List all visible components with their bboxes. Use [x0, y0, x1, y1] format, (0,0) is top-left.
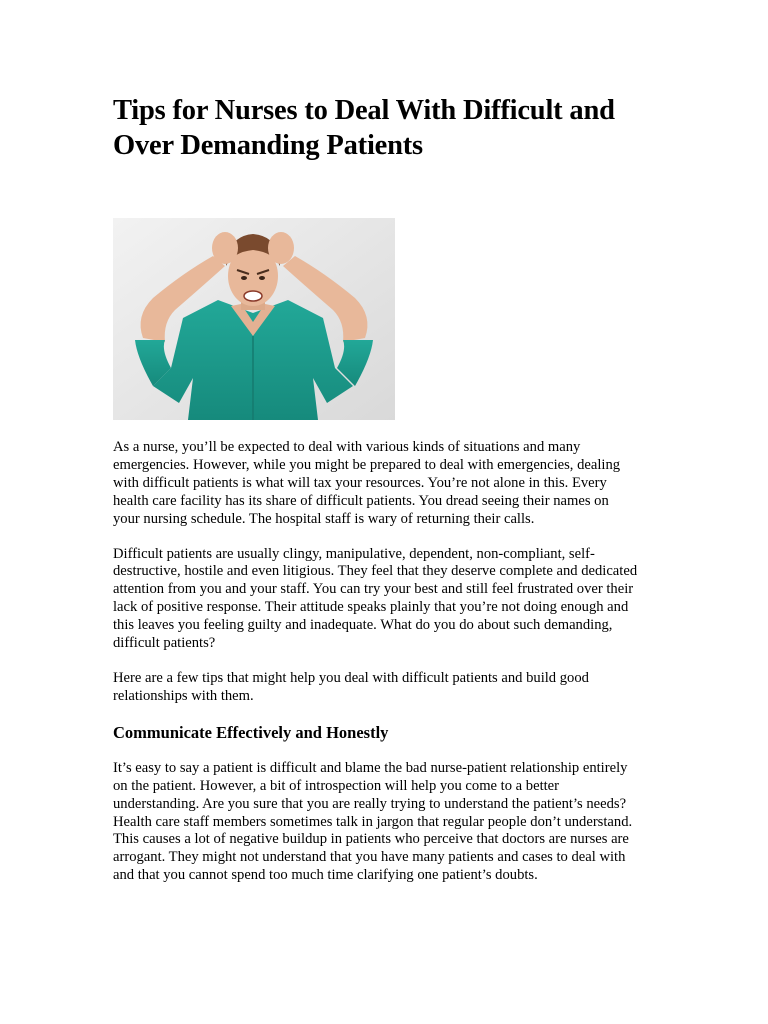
stressed-nurse-photo: [113, 218, 395, 420]
section-heading: Communicate Effectively and Honestly: [113, 722, 389, 742]
text-line: destructive, hostile and even litigious. They feel that they deserve complete and dedicated: [113, 563, 638, 580]
text-line: lack of positive response. Their attitude speaks plainly that you’re not doing enough and: [113, 599, 629, 616]
text-line: your nursing schedule. The hospital staff is wary of returning their calls.: [113, 510, 535, 527]
text-line: Here are a few tips that might help you deal with difficult patients and build good: [113, 669, 589, 686]
text-line: arrogant. They might not understand that you have many patients and cases to deal with: [113, 849, 626, 866]
text-line: on the patient. However, a bit of introspection will help you come to a better: [113, 777, 560, 794]
text-line: relationships with them.: [113, 687, 254, 704]
text-line: Health care staff members sometimes talk in jargon that regular people don’t understand.: [113, 813, 633, 830]
text-line: As a nurse, you’ll be expected to deal with various kinds of situations and many: [113, 439, 581, 455]
text-line: understanding. Are you sure that you are really trying to understand the patient’s needs?: [113, 795, 627, 812]
title-line: Tips for Nurses to Deal With Difficult and: [113, 95, 615, 126]
communicate-paragraph: [113, 760, 658, 885]
document-page: [113, 93, 658, 885]
text-line: This causes a lot of negative buildup in patients who perceive that doctors are nurses are: [113, 831, 629, 848]
text-line: this leaves you feeling guilty and inadequate. What do you do about such demanding,: [113, 617, 613, 634]
text-line: Difficult patients are usually clingy, manipulative, dependent, non-compliant, self-: [113, 545, 595, 562]
text-line: attention from you and your staff. You can try your best and still feel frustrated over their: [113, 581, 634, 598]
intro-paragraph: [113, 439, 658, 529]
text-line: health care facility has its share of difficult patients. You dread seeing their names on: [113, 492, 609, 509]
difficult-patients-paragraph: [113, 546, 658, 653]
text-line: with difficult patients is what will tax your resources. You’re not alone in this. Every: [113, 474, 607, 491]
text-line: It’s easy to say a patient is difficult and blame the bad nurse-patient relationship entirely: [113, 759, 628, 776]
text-line: difficult patients?: [113, 635, 216, 652]
text-line: emergencies. However, while you might be prepared to deal with emergencies, dealing: [113, 456, 621, 473]
page-title: [113, 93, 658, 163]
tips-intro-paragraph: [113, 670, 658, 706]
title-line: Over Demanding Patients: [113, 130, 423, 161]
text-line: and that you cannot spend too much time clarifying one patient’s doubts.: [113, 867, 538, 884]
